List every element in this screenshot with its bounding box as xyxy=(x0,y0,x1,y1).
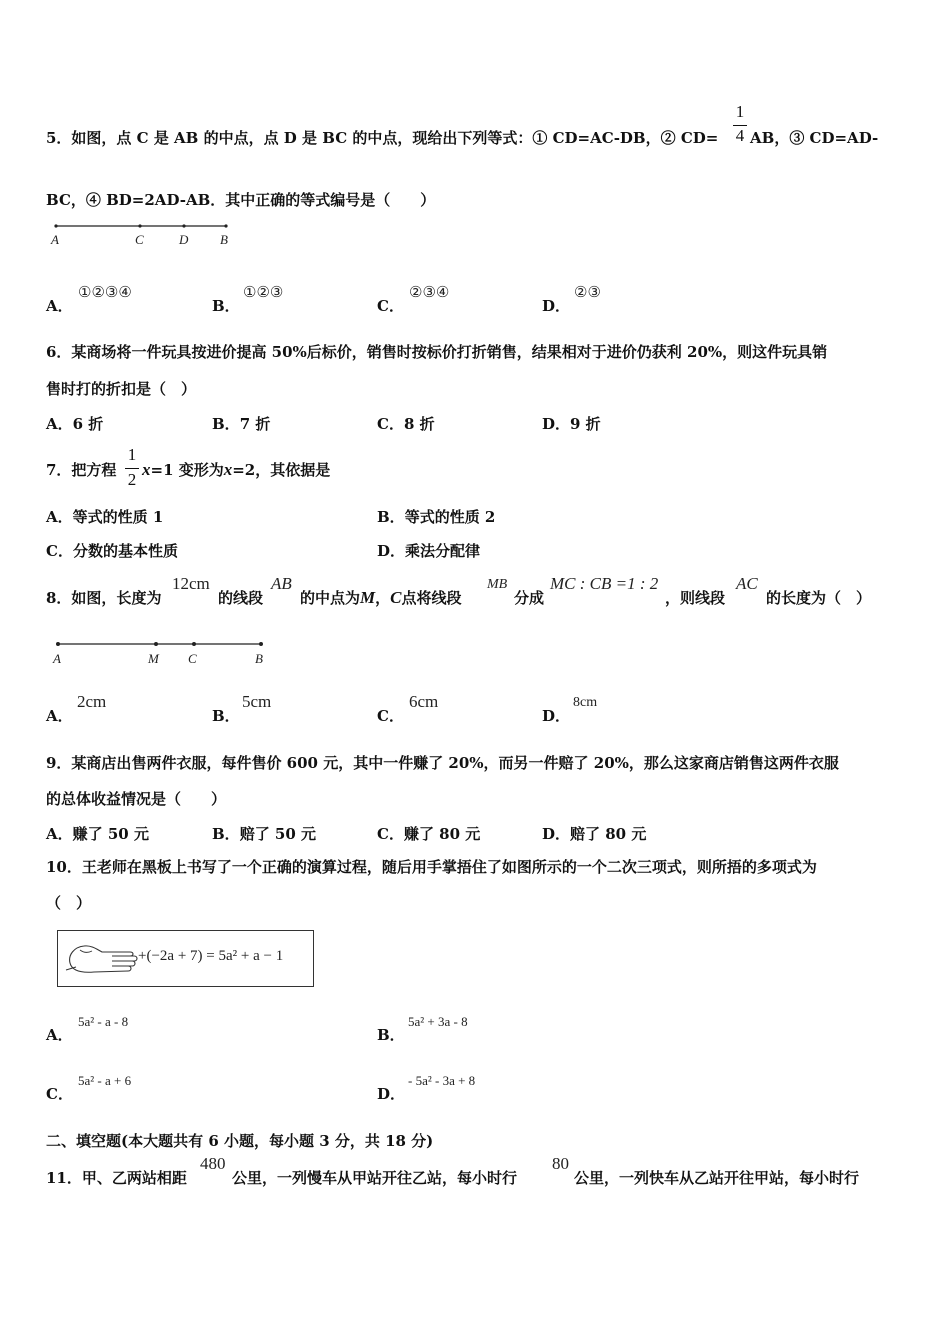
q6-option-b-label: B． xyxy=(212,415,240,433)
q8-option-b-value: 5cm xyxy=(242,692,272,711)
q7-mid: =1 变形为 xyxy=(150,461,224,479)
q5-label-c: C xyxy=(135,232,144,247)
q8-option-d-value: 8cm xyxy=(573,695,598,710)
q9-option-b-label: B． xyxy=(212,825,240,843)
q5-point-a xyxy=(54,224,57,227)
q5-line1 xyxy=(46,128,718,148)
q6-option-a-label: A． xyxy=(46,415,73,433)
q9-option-d-label: D． xyxy=(542,825,571,843)
q10-option-d[interactable] xyxy=(377,1084,405,1104)
q6-option-a-value: 6 折 xyxy=(72,415,104,433)
q5-label-b: B xyxy=(220,232,228,247)
q8-label-a: A xyxy=(53,651,61,666)
hand-palm-icon xyxy=(64,937,140,981)
q5-line2: BC，④ BD=2AD-AB．其中正确的等式编号是（ ） xyxy=(46,191,436,209)
q5-point-b xyxy=(224,224,227,227)
q10-line2: （ ） xyxy=(46,894,92,912)
q8-ratio: MC : CB =1 : 2 xyxy=(550,574,659,593)
q10-option-c-label: C． xyxy=(46,1085,73,1103)
q10-option-a[interactable] xyxy=(46,1025,73,1045)
q10-option-b[interactable] xyxy=(377,1025,405,1045)
q5-option-a-label: A． xyxy=(46,297,73,315)
section2-title: 二、填空题(本大题共有 6 小题，每小题 3 分，共 18 分) xyxy=(46,1132,434,1150)
q5-frac-num: 1 xyxy=(735,102,745,121)
q8-option-d[interactable] xyxy=(542,706,570,726)
q9-option-a-value: 赚了 50 元 xyxy=(72,825,149,843)
q8-mb: MB xyxy=(487,577,508,592)
q5-option-d-value: ②③ xyxy=(574,285,601,301)
q7-option-c[interactable] xyxy=(46,541,178,561)
q10-option-c[interactable] xyxy=(46,1084,73,1104)
q10-blackboard-box xyxy=(57,930,314,987)
q10-option-a-value: 5a² - a - 8 xyxy=(78,1014,129,1029)
q7-option-a-value: 等式的性质 1 xyxy=(72,508,164,526)
q5-point-c xyxy=(138,224,141,227)
q5-option-d[interactable] xyxy=(542,296,570,316)
q11-distance: 480 xyxy=(200,1154,226,1173)
q9-line2: 的总体收益情况是（ ） xyxy=(46,790,227,808)
q10-option-d-value: - 5a² - 3a + 8 xyxy=(408,1073,476,1088)
q5-line1-text-a: 5．如图，点 C 是 AB 的中点，点 D 是 BC 的中点，现给出下列等式：① CD=AC-DB，② CD= xyxy=(46,129,719,147)
q9-option-c-value: 赚了 80 元 xyxy=(403,825,481,843)
q5-option-b-value: ①②③ xyxy=(243,285,284,301)
q6-option-a[interactable] xyxy=(46,414,103,434)
q8-t1: 8．如图，长度为 xyxy=(46,589,162,607)
q7-option-b-value: 等式的性质 2 xyxy=(404,508,496,526)
q9-option-c-label: C． xyxy=(377,825,404,843)
q10-option-c-value: 5a² - a + 6 xyxy=(78,1073,132,1088)
q8-t3: 的中点为 xyxy=(300,589,361,607)
q8-segment-figure xyxy=(46,636,286,672)
q9-option-b[interactable] xyxy=(212,824,316,844)
q10-option-b-value: 5a² + 3a - 8 xyxy=(408,1014,468,1029)
q9-option-a-label: A． xyxy=(46,825,73,843)
q8-ac: AC xyxy=(736,574,758,593)
q5-point-d xyxy=(182,224,185,227)
q8-t8: 的长度为（ ） xyxy=(766,589,872,607)
q7-suffix: =2，其依据是 xyxy=(232,461,331,479)
q5-line1-b: AB，③ CD=AD- xyxy=(750,129,879,147)
q5-option-c[interactable] xyxy=(377,296,404,316)
q8-c: C xyxy=(390,588,402,607)
q8-option-b-label: B． xyxy=(212,707,240,725)
q8-option-c[interactable] xyxy=(377,706,404,726)
q7-option-d[interactable] xyxy=(377,541,480,561)
q7-option-b[interactable] xyxy=(377,507,495,527)
q5-label-d: D xyxy=(179,232,189,247)
q9-option-a[interactable] xyxy=(46,824,149,844)
q7-option-d-value: 乘法分配律 xyxy=(405,542,481,560)
q11-t2: 公里，一列慢车从甲站开往乙站，每小时行 xyxy=(232,1169,518,1187)
q7-option-b-label: B． xyxy=(377,508,405,526)
q9-line1: 9．某商店出售两件衣服，每件售价 600 元，其中一件赚了 20%，而另一件赔了 20%，那么这家商店销售这两件衣服 xyxy=(46,754,839,772)
q8-t3-group xyxy=(300,588,462,608)
q8-option-a-value: 2cm xyxy=(77,692,107,711)
q10-option-a-label: A． xyxy=(46,1026,73,1044)
q9-option-d-value: 赔了 80 元 xyxy=(570,825,647,843)
q5-label-a: A xyxy=(51,232,59,247)
q11-t1: 11．甲、乙两站相距 xyxy=(46,1169,187,1187)
q6-option-b[interactable] xyxy=(212,414,270,434)
q10-equation: +(−2a + 7) = 5a² + a − 1 xyxy=(138,948,284,964)
q7-frac-num: 1 xyxy=(127,445,137,464)
q8-label-c: C xyxy=(188,651,197,666)
q8-point-b xyxy=(259,642,263,646)
q8-label-m: M xyxy=(148,651,159,666)
q11-t3: 公里，一列快车从乙站开往甲站，每小时行 xyxy=(574,1169,860,1187)
q10-line1: 10．王老师在黑板上书写了一个正确的演算过程，随后用手掌捂住了如图所示的一个二次三项式，则所捂的多项式为 xyxy=(46,858,817,876)
q8-t6: 分成 xyxy=(514,589,545,607)
q8-t2: 的线段 xyxy=(218,589,264,607)
q6-option-d[interactable] xyxy=(542,414,601,434)
q7-option-c-value: 分数的基本性质 xyxy=(72,542,178,560)
q8-t7: ，则线段 xyxy=(665,589,726,607)
q7-prefix: 7．把方程 xyxy=(46,461,117,479)
q6-line2: 售时打的折扣是（ ） xyxy=(46,380,197,398)
q7-frac-den: 2 xyxy=(127,470,137,489)
q9-option-d[interactable] xyxy=(542,824,646,844)
q7-frac-bar xyxy=(125,468,139,469)
q5-segment-figure xyxy=(46,220,246,256)
q6-option-c-label: C． xyxy=(377,415,404,433)
q5-frac-den: 4 xyxy=(735,126,745,145)
q7-equation-text xyxy=(142,460,330,480)
q5-option-c-label: C． xyxy=(377,297,404,315)
q6-option-d-value: 9 折 xyxy=(570,415,601,433)
q5-option-d-label: D． xyxy=(542,297,571,315)
q9-option-c[interactable] xyxy=(377,824,480,844)
q5-option-a[interactable] xyxy=(46,296,73,316)
q8-option-c-label: C． xyxy=(377,707,404,725)
q8-len: 12cm xyxy=(172,574,210,593)
q7-var1: x xyxy=(142,460,151,479)
q6-option-c-value: 8 折 xyxy=(403,415,435,433)
q8-seg: AB xyxy=(271,574,292,593)
q8-point-m xyxy=(154,642,158,646)
q5-option-b-label: B． xyxy=(212,297,240,315)
q5-option-a-value: ①②③④ xyxy=(78,285,132,301)
q9-option-b-value: 赔了 50 元 xyxy=(239,825,317,843)
q7-option-a[interactable] xyxy=(46,507,163,527)
q8-point-a xyxy=(56,642,60,646)
q6-option-c[interactable] xyxy=(377,414,435,434)
q10-option-b-label: B． xyxy=(377,1026,405,1044)
q10-option-d-label: D． xyxy=(377,1085,406,1103)
q8-m: M xyxy=(360,588,376,607)
q8-option-b[interactable] xyxy=(212,706,240,726)
q5-option-c-value: ②③④ xyxy=(409,285,450,301)
q8-option-a[interactable] xyxy=(46,706,73,726)
q7-option-a-label: A． xyxy=(46,508,73,526)
q6-line1: 6．某商场将一件玩具按进价提高 50%后标价，销售时按标价打折销售，结果相对于进价仍获利 20%，则这件玩具销 xyxy=(46,343,828,361)
q8-option-a-label: A． xyxy=(46,707,73,725)
q8-point-c xyxy=(192,642,196,646)
q8-label-b: B xyxy=(255,651,263,666)
q6-option-d-label: D． xyxy=(542,415,571,433)
q7-option-d-label: D． xyxy=(377,542,406,560)
q11-speed: 80 xyxy=(552,1154,569,1173)
q8-option-d-label: D． xyxy=(542,707,571,725)
q7-option-c-label: C． xyxy=(46,542,73,560)
q8-t4: ， xyxy=(375,589,391,607)
q6-option-b-value: 7 折 xyxy=(239,415,271,433)
q7-var2: x xyxy=(223,460,233,479)
q5-option-b[interactable] xyxy=(212,296,240,316)
q8-option-c-value: 6cm xyxy=(409,692,439,711)
q8-t5: 点将线段 xyxy=(401,589,462,607)
